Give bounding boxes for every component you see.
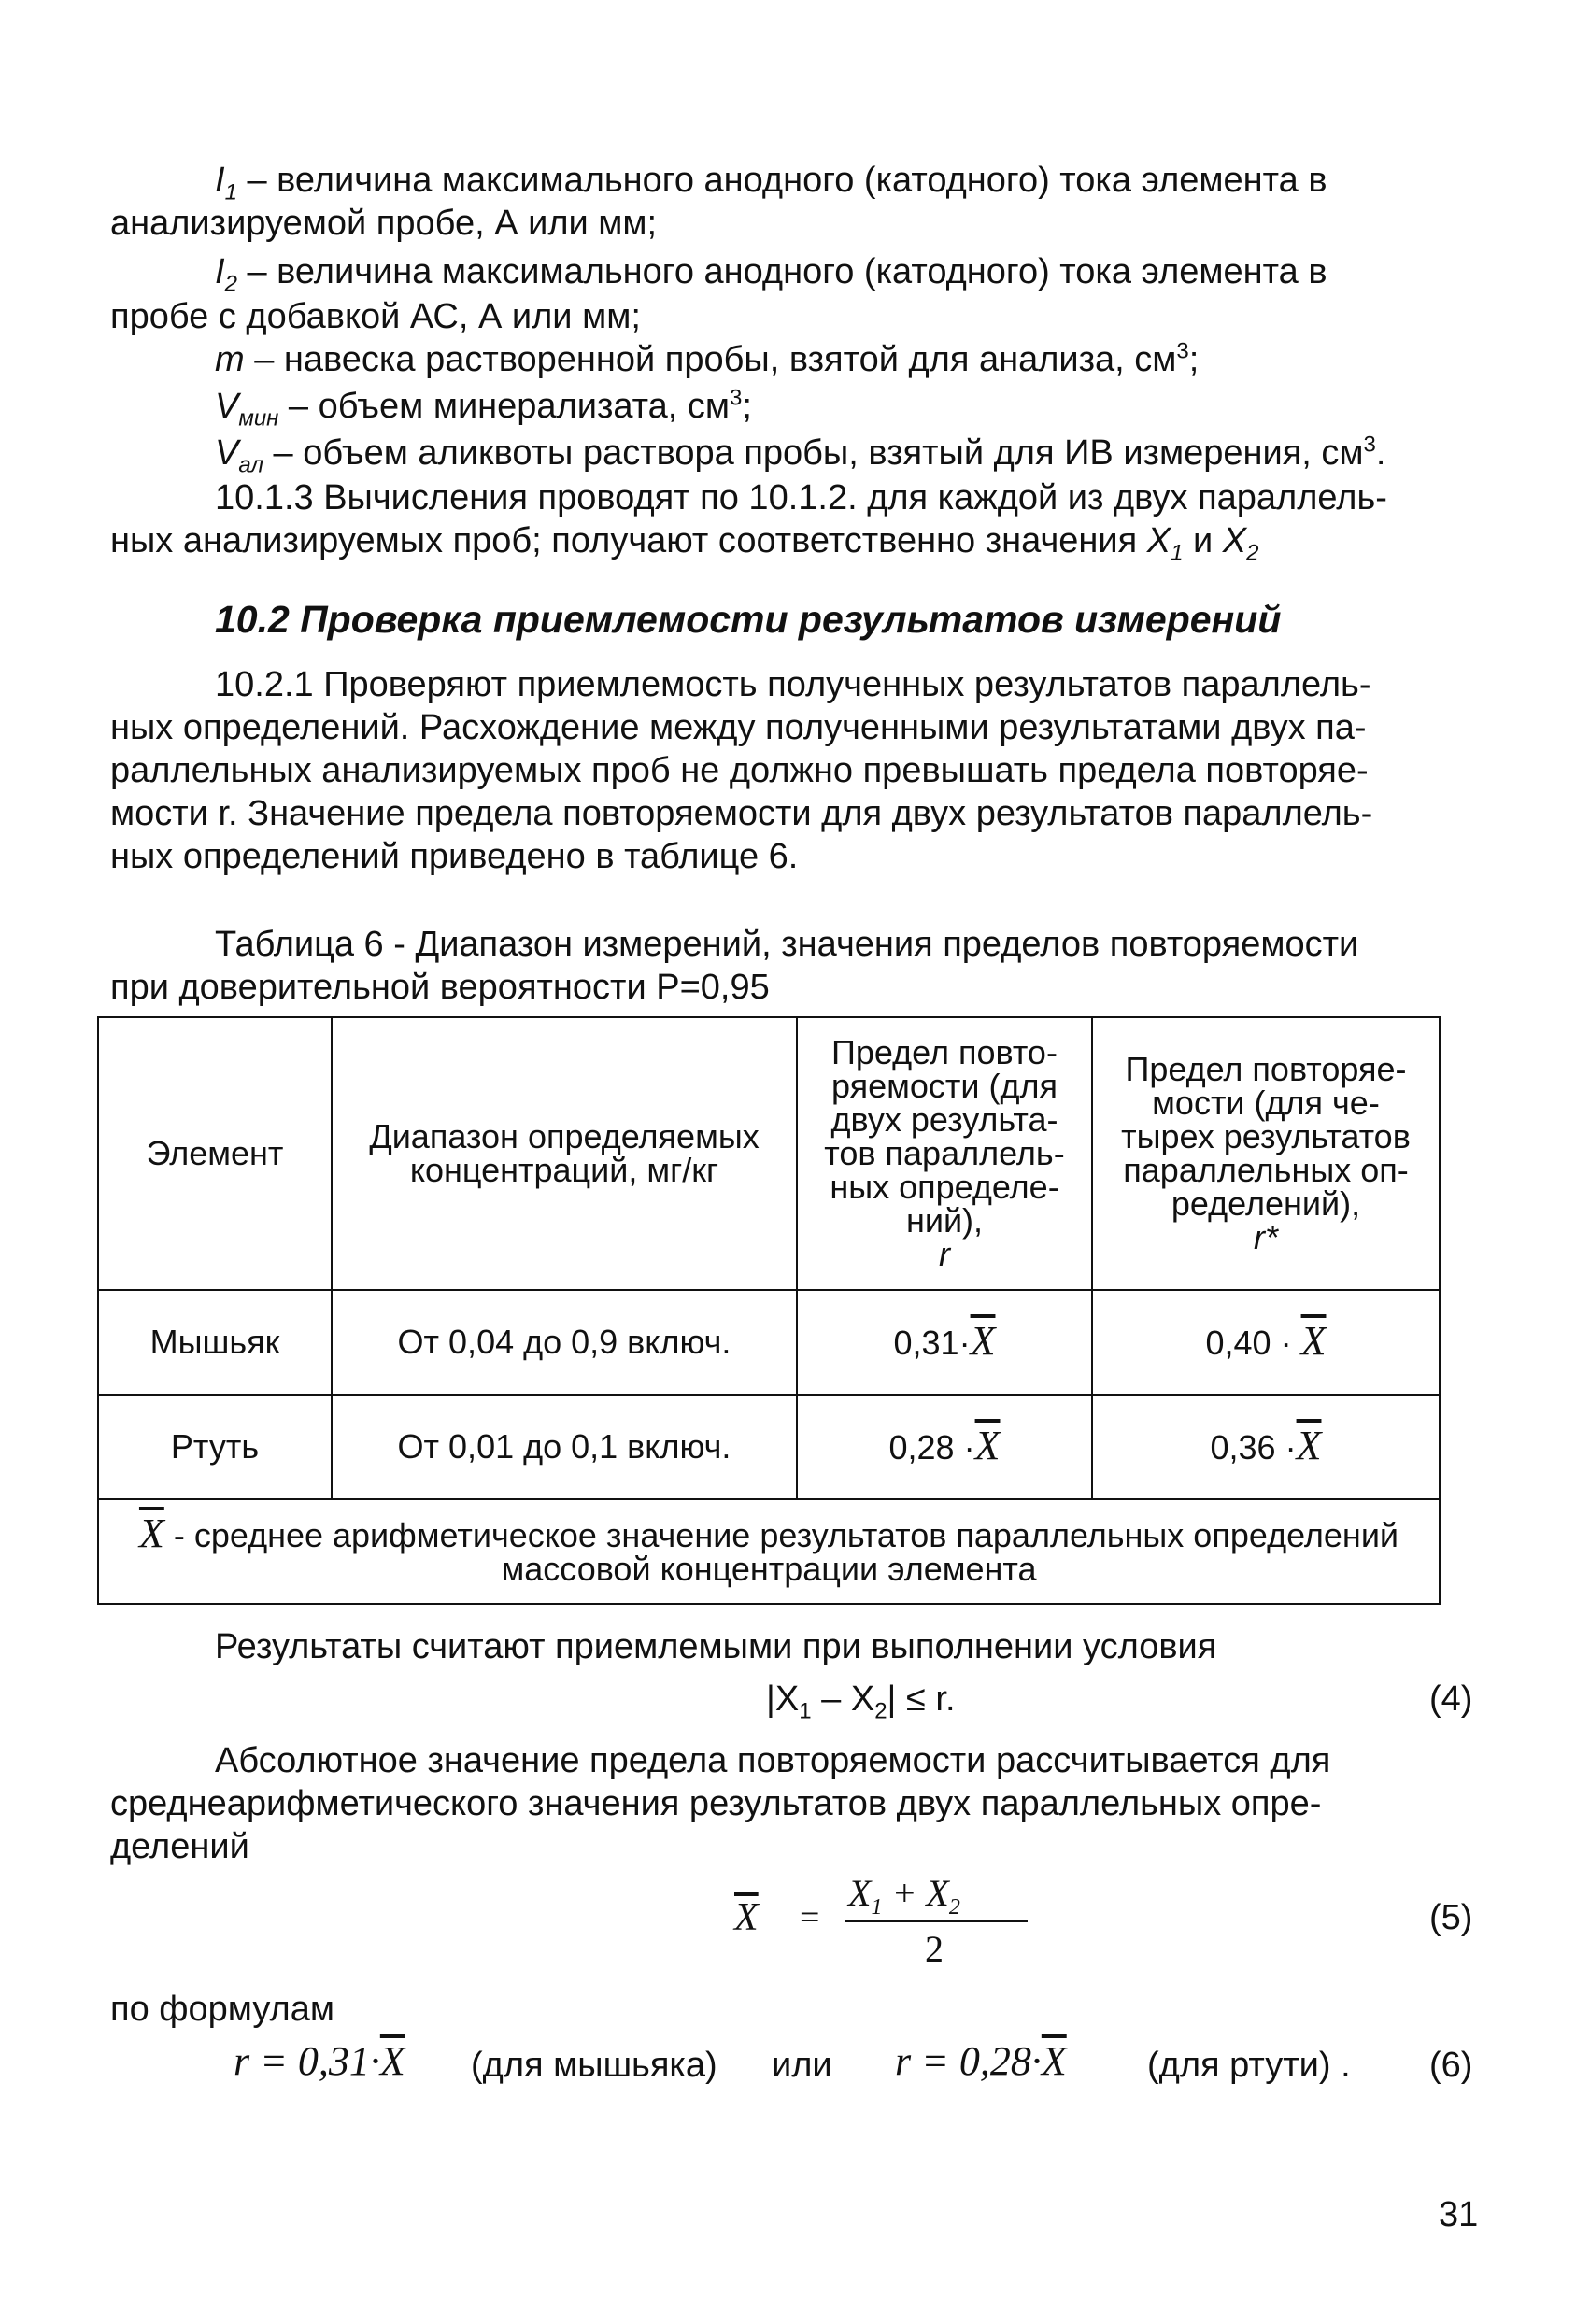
legend-vmin-sup: 3: [730, 385, 743, 411]
para-10-2-1-line3: раллельных анализируемых проб не должно превышать предела повторяе-: [110, 751, 1369, 790]
para-10-2-1-line2: ных определений. Расхождение между полученными результатами двух па-: [110, 708, 1367, 747]
para-10-2-1-line4: мости r. Значение предела повторяемости для двух результатов параллель-: [110, 794, 1373, 833]
cell-r-two-coef: 0,28 ·: [888, 1428, 975, 1467]
legend-val-sup: 3: [1363, 432, 1376, 458]
xbar-symbol: $\overline{X}$: [1041, 2038, 1067, 2084]
page-number: 31: [1439, 2195, 1479, 2234]
formula-5-plus-x2: + X: [882, 1872, 949, 1914]
cell-element: Ртуть: [98, 1395, 332, 1499]
legend-i2-line1: [215, 250, 1327, 297]
para-10-1-3-line2: [110, 519, 1259, 566]
cell-r-four: [1092, 1290, 1440, 1395]
formula-5-fraction-bar: [845, 1920, 1028, 1922]
symbol-x2: X: [1222, 521, 1247, 560]
table-note-text: - среднее арифметическое значение результатов параллельных определений массовой концентрации элемента: [163, 1516, 1399, 1588]
formula-4-part-c: | ≤ r.: [887, 1679, 956, 1719]
formula-4-sub1: 1: [799, 1698, 812, 1724]
formula-5-numerator: [848, 1872, 960, 1920]
symbol-i2-sub: 2: [224, 271, 237, 297]
condition-intro: Результаты считают приемлемыми при выполнении условия: [215, 1627, 1217, 1666]
xbar-symbol: $\overline{X}$: [1296, 1423, 1322, 1468]
legend-val-end: .: [1375, 433, 1386, 473]
table-header-row: [98, 1017, 1440, 1290]
legend-m-sup: 3: [1176, 338, 1189, 364]
xbar-symbol: $\overline{X}$: [970, 1318, 996, 1364]
symbol-x1: X: [1146, 521, 1171, 560]
cell-r-four: [1092, 1395, 1440, 1499]
formula-6-arsenic-note: (для мышьяка): [471, 2046, 717, 2085]
cell-r-four-coef: 0,40 ·: [1205, 1324, 1301, 1362]
formula-5-denominator: 2: [925, 1928, 944, 1970]
symbol-x2-sub: 2: [1246, 540, 1259, 566]
legend-vmin-text: – объем минерализата, см: [278, 387, 731, 426]
legend-i2-line2: пробе с добавкой АС, А или мм;: [110, 297, 641, 336]
header-r-four-symbol: r*: [1254, 1218, 1278, 1256]
formula-6-mercury-note: (для ртути) .: [1147, 2046, 1351, 2085]
legend-val: [215, 432, 1386, 478]
header-range-text: Диапазон определяемых концентраций, мг/кг: [369, 1117, 760, 1189]
legend-i2-text: – величина максимального анодного (катодного) тока элемента в: [236, 252, 1327, 291]
legend-vmin: [215, 385, 752, 432]
header-r-four-text: Предел повторяе- мости (для че- тырех результатов параллельных оп- ределений),: [1121, 1050, 1411, 1223]
symbol-vmin-sub: мин: [238, 405, 279, 432]
header-r-two-text: Предел повто- ряемости (для двух результа- тов параллель- ных определе- ний),: [824, 1033, 1065, 1240]
abs-para-line2: среднеарифметического значения результатов двух параллельных опре-: [110, 1784, 1322, 1823]
legend-m-end: ;: [1188, 340, 1200, 379]
eq-number-5: (5): [1429, 1898, 1473, 1937]
header-r-four: [1092, 1017, 1440, 1290]
table-row: [98, 1290, 1440, 1395]
table-caption-line1: Таблица 6 - Диапазон измерений, значения пределов повторяемости: [215, 925, 1359, 964]
legend-i1-line2: анализируемой пробе, А или мм;: [110, 204, 658, 243]
header-element: Элемент: [98, 1017, 332, 1290]
section-heading-10-2: 10.2 Проверка приемлемости результатов измерений: [215, 598, 1282, 641]
cell-r-two: [797, 1290, 1092, 1395]
table-note: [98, 1499, 1440, 1604]
formula-4-sub2: 2: [874, 1698, 887, 1724]
formula-6-a: r = 0,31·: [234, 2038, 380, 2084]
formula-5-sub1: 1: [871, 1895, 883, 1920]
symbol-i1-sub: 1: [224, 179, 237, 205]
header-range: [332, 1017, 797, 1290]
symbol-m: m: [215, 340, 245, 379]
xbar-symbol: $\overline{X}$: [1300, 1318, 1327, 1364]
eq-number-4: (4): [1429, 1679, 1473, 1719]
formula-6-b: r = 0,28·: [895, 2038, 1042, 2084]
eq-number-6: (6): [1429, 2046, 1473, 2085]
formula-5-xbar: $\overline{X}$: [734, 1896, 759, 1939]
cell-r-two: [797, 1395, 1092, 1499]
table-note-row: [98, 1499, 1440, 1604]
header-r-two-symbol: r: [939, 1235, 950, 1273]
symbol-val-sub: ал: [238, 452, 263, 478]
formula-5-x1: X: [848, 1872, 872, 1914]
formula-5-equals: =: [800, 1898, 820, 1937]
formula-4-part-a: |X: [766, 1679, 800, 1719]
table-6: [97, 1016, 1441, 1605]
para-10-1-3-text: ных анализируемых проб; получают соответственно значения: [110, 521, 1147, 560]
xbar-symbol: $\overline{X}$: [974, 1423, 1001, 1468]
legend-i1-text: – величина максимального анодного (катодного) тока элемента в: [236, 161, 1327, 200]
symbol-x1-sub: 1: [1171, 540, 1184, 566]
legend-i1-line1: [215, 159, 1327, 205]
para-10-2-1-line5: ных определений приведено в таблице 6.: [110, 837, 799, 876]
header-r-two: [797, 1017, 1092, 1290]
table-row: [98, 1395, 1440, 1499]
formula-6-arsenic: [234, 2040, 405, 2083]
xbar-symbol: $\overline{X}$: [138, 1510, 164, 1556]
para-10-2-1-line1: 10.2.1 Проверяют приемлемость полученных результатов параллель-: [215, 665, 1371, 704]
table-caption-line2: при доверительной вероятности Р=0,95: [110, 968, 770, 1007]
legend-m: [215, 338, 1199, 381]
xbar-symbol: $\overline{X}$: [379, 2038, 405, 2084]
legend-vmin-end: ;: [742, 387, 752, 426]
formula-5-lhs: [734, 1896, 759, 1939]
cell-r-two-coef: 0,31·: [893, 1324, 971, 1362]
formula-5-sub2: 2: [948, 1895, 960, 1920]
symbol-vmin: V: [215, 387, 239, 426]
legend-val-text: – объем аликвоты раствора пробы, взятый для ИВ измерения, см: [263, 433, 1364, 473]
symbol-i2: I: [215, 252, 225, 291]
cell-r-four-coef: 0,36 ·: [1210, 1428, 1297, 1467]
formula-4: [766, 1678, 956, 1724]
cell-range: От 0,04 до 0,9 включ.: [332, 1290, 797, 1395]
formula-4-part-b: – X: [811, 1679, 875, 1719]
legend-m-text: – навеска растворенной пробы, взятой для анализа, см: [244, 340, 1177, 379]
abs-para-line1: Абсолютное значение предела повторяемости рассчитывается для: [215, 1741, 1331, 1780]
formula-6-mercury: [895, 2040, 1067, 2083]
formula-6-or: или: [772, 2046, 832, 2085]
para-10-1-3-line1: 10.1.3 Вычисления проводят по 10.1.2. для каждой из двух параллель-: [215, 478, 1387, 517]
para-10-1-3-and: и: [1183, 521, 1223, 560]
symbol-val: V: [215, 433, 239, 473]
cell-range: От 0,01 до 0,1 включ.: [332, 1395, 797, 1499]
by-formulas: по формулам: [110, 1990, 334, 2029]
cell-element: Мышьяк: [98, 1290, 332, 1395]
abs-para-line3: делений: [110, 1827, 249, 1866]
symbol-i1: I: [215, 161, 225, 200]
